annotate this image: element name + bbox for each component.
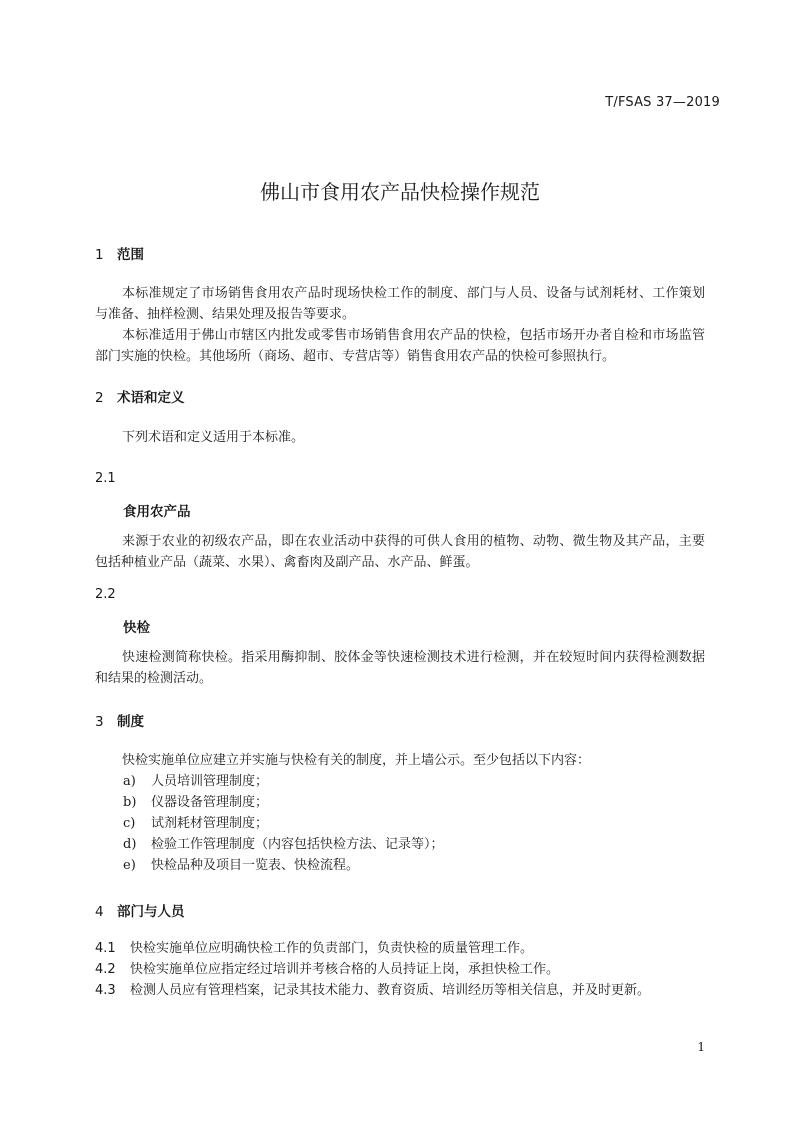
list-item xyxy=(123,792,268,813)
clause-text: 快检实施单位应指定经过培训并考核合格的人员持证上岗，承担快检工作。 xyxy=(130,962,560,977)
section-title: 术语和定义 xyxy=(117,390,185,406)
section-number: 2 xyxy=(95,390,104,406)
section-number: 1 xyxy=(95,247,104,263)
clause-number: 4.3 xyxy=(95,983,116,998)
scope-paragraph-1: 本标准规定了市场销售食用农产品时现场快检工作的制度、部门与人员、设备与试剂耗材、工作策划与准备、抽样检测、结果处理及报告等要求。 xyxy=(95,286,705,322)
section-number: 4 xyxy=(95,904,104,920)
term-definition: 来源于农业的初级农产品，即在农业活动中获得的可供人食用的植物、动物、微生物及其产品，主要包括种植业产品（蔬菜、水果）、禽畜肉及副产品、水产品、鲜蛋。 xyxy=(95,534,705,570)
list-marker: a) xyxy=(123,774,136,789)
page-number: 1 xyxy=(697,1040,705,1054)
clause-number: 4.1 xyxy=(95,941,116,956)
term-definition: 快速检测简称快检。指采用酶抑制、胶体金等快速检测技术进行检测，并在较短时间内获得检测数据和结果的检测活动。 xyxy=(95,650,705,686)
numbered-clause xyxy=(95,938,533,959)
section-number: 3 xyxy=(95,714,104,730)
list-item xyxy=(123,855,359,876)
list-item xyxy=(123,834,444,855)
list-marker: b) xyxy=(123,795,137,810)
list-text: 仪器设备管理制度； xyxy=(151,795,269,810)
numbered-clause xyxy=(95,980,650,1001)
list-text: 人员培训管理制度； xyxy=(151,774,269,789)
clause-number: 4.2 xyxy=(95,962,116,977)
clause-text: 快检实施单位应明确快检工作的负责部门，负责快检的质量管理工作。 xyxy=(130,941,534,956)
section-1-heading xyxy=(95,243,144,263)
section-2-heading xyxy=(95,386,185,406)
clause-number: 2.2 xyxy=(95,587,116,602)
scope-paragraph-2: 本标准适用于佛山市辖区内批发或零售市场销售食用农产品的快检，包括市场开办者自检和市场监管部门实施的快检。其他场所（商场、超市、专营店等）销售食用农产品的快检可参照执行。 xyxy=(95,328,705,364)
standard-code: T/FSAS 37—2019 xyxy=(605,95,720,110)
term-heading: 食用农产品 xyxy=(123,504,191,520)
system-intro: 快检实施单位应建立并实施与快检有关的制度，并上墙公示。至少包括以下内容： xyxy=(122,753,591,768)
list-item xyxy=(123,771,268,792)
list-item xyxy=(123,813,268,834)
list-text: 试剂耗材管理制度； xyxy=(151,816,269,831)
section-3-heading xyxy=(95,710,144,730)
document-title: 佛山市食用农产品快检操作规范 xyxy=(260,180,540,204)
section-title: 范围 xyxy=(117,247,144,263)
terms-intro: 下列术语和定义适用于本标准。 xyxy=(122,430,305,445)
list-text: 检验工作管理制度（内容包括快检方法、记录等）； xyxy=(151,837,444,852)
clause-number: 2.1 xyxy=(95,471,116,486)
list-marker: c) xyxy=(123,816,136,831)
section-4-heading xyxy=(95,900,185,920)
numbered-clause xyxy=(95,959,559,980)
section-title: 部门与人员 xyxy=(117,904,185,920)
list-marker: e) xyxy=(123,858,136,873)
list-text: 快检品种及项目一览表、快检流程。 xyxy=(151,858,360,873)
clause-text: 检测人员应有管理档案，记录其技术能力、教育资质、培训经历等相关信息，并及时更新。 xyxy=(130,983,651,998)
section-title: 制度 xyxy=(117,714,144,730)
term-heading: 快检 xyxy=(123,620,150,636)
list-marker: d) xyxy=(123,837,137,852)
